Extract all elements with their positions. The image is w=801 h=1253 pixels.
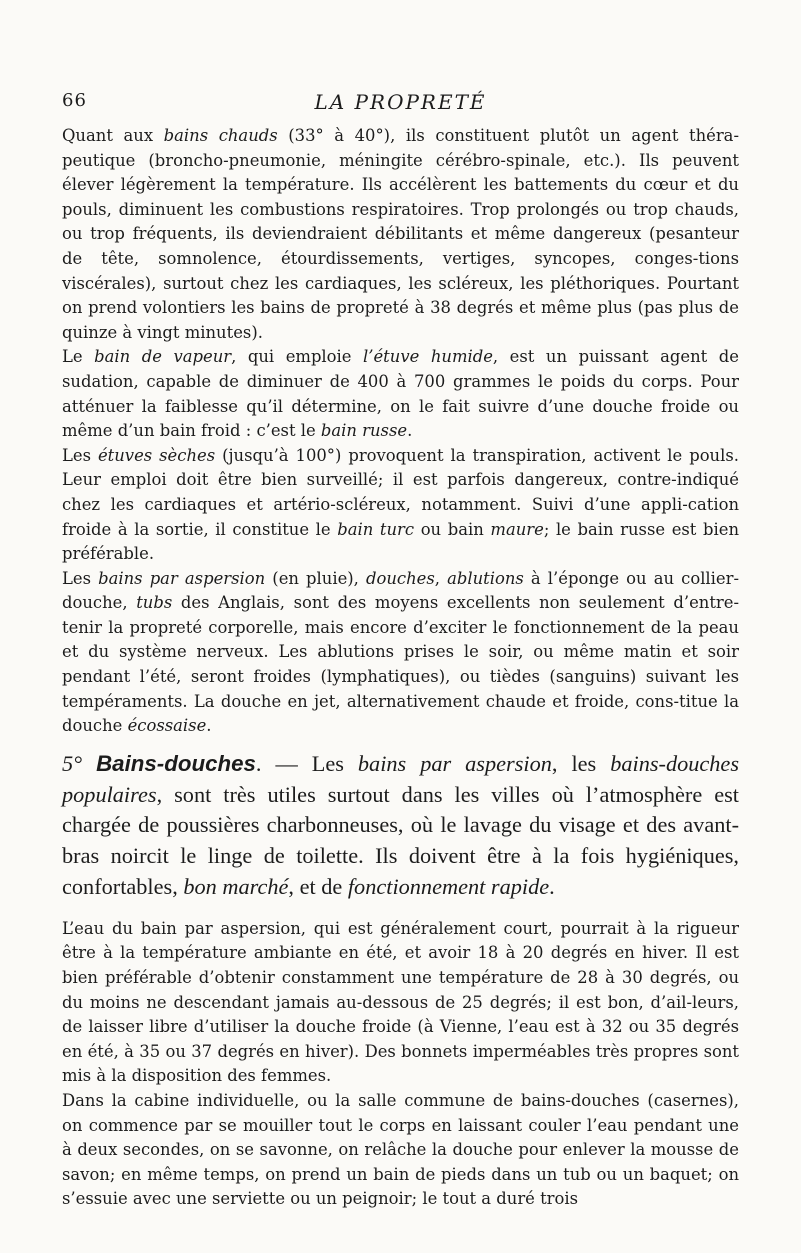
paragraph-eau-du-bain: L’eau du bain par aspersion, qui est généralement court, pourrait à la rigueur être à la température ambiante en été, et avoir 18 à 20 degrés en hiver. Il est bien préférable d’obtenir constamment une température de 28 à 30 degrés, ou du moins ne descendant jamais au-dessous de 25 degrés; il est bon, d’ail-leurs, de laisser libre d’utiliser la douche froide (à Vienne, l’eau est à 32 ou 35 degrés en été, à 35 ou 37 degrés en hiver). Des bonnets imperméables très propres sont mis à la disposition des femmes. bbox=[62, 918, 739, 1086]
paragraph-cabine-individuelle: Dans la cabine individuelle, ou la salle commune de bains-douches (casernes), on commence par se mouiller tout le corps en laissant couler l’eau pendant une à deux secondes, on se savonne, on relâche la douche pour enlever la mousse de savon; en même temps, on prend un bain de pieds dans un tub ou un baquet; on s’essuie avec une serviette ou un peignoir; le tout a duré trois bbox=[62, 1090, 739, 1209]
paragraph-etuves-seches: Les étuves sèches (jusqu’à 100°) provoquent la transpiration, activent le pouls. Leur emploi doit être bien surveillé; il est parfois dangereux, contre-indiqué chez les cardiaques et artério-scléreux, notamment. Suivi d’une appli-cation froide à la sortie, il constitue le bain turc ou bain maure; le bain russe est bien préférable. bbox=[62, 445, 739, 564]
section-title: Bains-douches bbox=[96, 750, 256, 776]
body-text bbox=[62, 124, 739, 1212]
page-header bbox=[62, 90, 739, 120]
page-number: 66 bbox=[62, 90, 87, 111]
paragraph-bain-de-vapeur: Le bain de vapeur, qui emploie l’étuve humide, est un puissant agent de sudation, capable de diminuer de 400 à 700 grammes le poids du corps. Pour atténuer la faiblesse qu’il détermine, on le fait suivre d’une douche froide ou même d’un bain froid : c’est le bain russe. bbox=[62, 347, 739, 441]
paragraph-bains-chauds: Quant aux bains chauds (33° à 40°), ils constituent plutôt un agent théra-peutique (broncho-pneumonie, méningite cérébro-spinale, etc.). Ils peuvent élever légèrement la température. Ils accélèrent les battements du cœur et du pouls, diminuent les combustions respiratoires. Trop prolongés ou trop chauds, ou trop fréquents, ils deviendraient débilitants et même dangereux (pesanteur de tête, somnolence, étourdissements, vertiges, syncopes, conges-tions viscérales), surtout chez les cardiaques, les scléreux, les pléthoriques. Pourtant on prend volontiers les bains de propreté à 38 degrés et même plus (pas plus de quinze à vingt minutes). bbox=[62, 126, 739, 342]
section-bains-douches: 5° Bains-douches. — Les bains par aspersion, les bains-douches populaires, sont très utiles surtout dans les villes où l’atmosphère est chargée de poussières charbonneuses, où le lavage du visage et des avant-bras noircit le linge de toilette. Ils doivent être à la fois hygiéniques, confortables, bon marché, et de fonctionnement rapide. bbox=[62, 750, 740, 900]
running-title: LA PROPRETÉ bbox=[314, 90, 487, 114]
paragraph-bains-par-aspersion: Les bains par aspersion (en pluie), douches, ablutions à l’éponge ou au collier-douche, tubs des Anglais, sont des moyens excellents non seulement d’entre-tenir la propreté corporelle, mais encore d’exciter le fonctionnement de la peau et du système nerveux. Les ablutions prises le soir, ou même matin et soir pendant l’été, seront froides (lymphatiques), ou tièdes (sanguins) suivant les tempéraments. La douche en jet, alternativement chaude et froide, cons-titue la douche écossaise. bbox=[62, 568, 739, 736]
